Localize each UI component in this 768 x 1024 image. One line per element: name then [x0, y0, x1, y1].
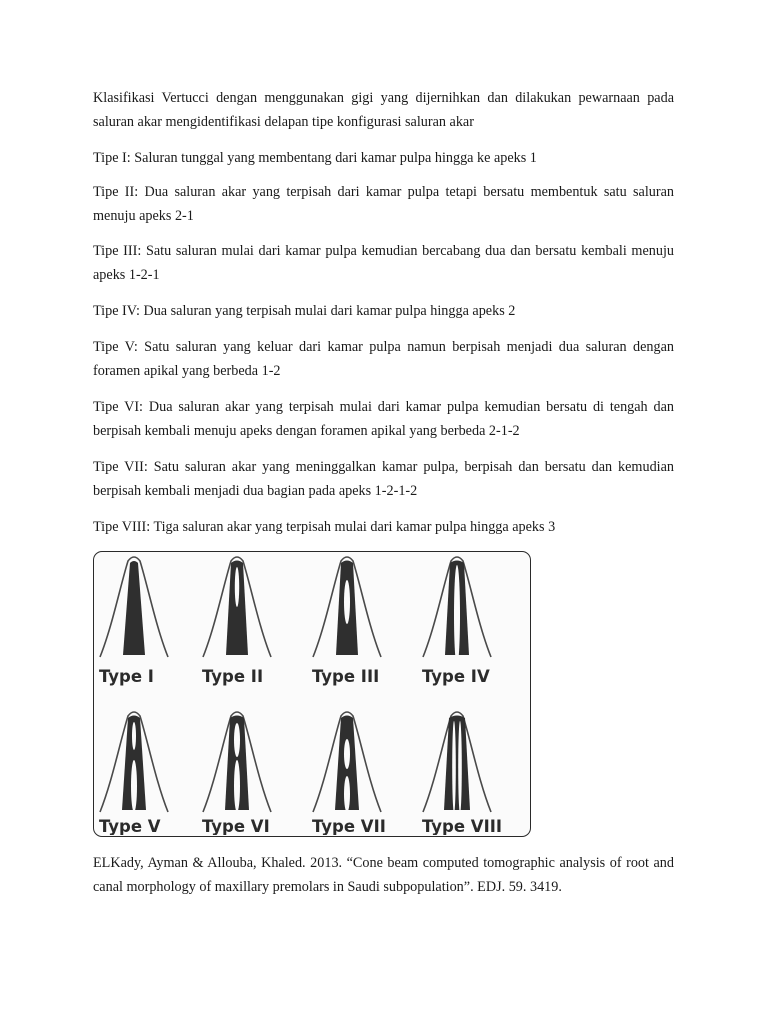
canal-split [458, 721, 462, 813]
canal-split [344, 580, 350, 624]
canal-split [344, 739, 350, 769]
type-label-8: Type VIII [422, 817, 502, 835]
root-sketch-8 [423, 712, 491, 813]
root-sketch-4 [423, 557, 491, 665]
type-label-2: Type II [202, 667, 264, 686]
root-canal [123, 561, 145, 655]
type-label-1: Type I [99, 667, 154, 686]
root-sketch-7 [313, 712, 381, 812]
root-sketch-5 [100, 712, 168, 812]
root-canal-diagram [94, 552, 529, 835]
root-sketch-3 [313, 557, 381, 657]
root-sketch-1 [100, 557, 168, 657]
type-4-paragraph: Tipe IV: Dua saluran yang terpisah mulai dari kamar pulpa hingga apeks 2 [93, 303, 516, 319]
type-label-4: Type IV [422, 667, 490, 686]
canal-split [131, 760, 137, 812]
type-1-paragraph: Tipe I: Saluran tunggal yang membentang dari kamar pulpa hingga ke apeks 1 [93, 150, 537, 166]
root-sketch-2 [203, 557, 271, 657]
type-8-paragraph: Tipe VIII: Tiga saluran akar yang terpisah mulai dari kamar pulpa hingga apeks 3 [93, 519, 556, 535]
type-label-5: Type V [99, 817, 161, 835]
type-label-3: Type III [312, 667, 380, 686]
canal-split [234, 760, 240, 812]
type-label-7: Type VII [312, 817, 386, 835]
intro-paragraph: Klasifikasi Vertucci dengan menggunakan gigi yang dijernihkan dan dilakukan pewarnaan pada saluran akar mengidentifikasi delapan tipe konfigurasi saluran akar [93, 90, 674, 130]
type-7-paragraph: Tipe VII: Satu saluran akar yang meninggalkan kamar pulpa, berpisah dan bersatu dan kemudian berpisah kembali menjadi dua bagian pada apeks 1-2-1-2 [93, 459, 674, 499]
root-sketch-6 [203, 712, 271, 812]
type-3-paragraph: Tipe III: Satu saluran mulai dari kamar pulpa kemudian bercabang dua dan bersatu kembali menuju apeks 1-2-1 [93, 243, 674, 283]
canal-split [344, 776, 350, 812]
canal-split [132, 722, 136, 750]
canal-split [454, 565, 460, 665]
canal-split [235, 567, 239, 607]
type-label-6: Type VI [202, 817, 270, 835]
type-5-paragraph: Tipe V: Satu saluran yang keluar dari kamar pulpa namun berpisah menjadi dua saluran dengan foramen apikal yang berbeda 1-2 [93, 339, 674, 379]
type-6-paragraph: Tipe VI: Dua saluran akar yang terpisah mulai dari kamar pulpa kemudian bersatu di tengah dan berpisah kembali menuju apeks dengan foramen apikal yang berbeda 2-1-2 [93, 399, 674, 439]
canal-split [234, 723, 240, 757]
vertucci-classification-figure [93, 551, 531, 837]
citation-paragraph: ELKady, Ayman & Allouba, Khaled. 2013. “Cone beam computed tomographic analysis of root and canal morphology of maxillary premolars in Saudi subpopulation”. EDJ. 59. 3419. [93, 855, 674, 895]
type-2-paragraph: Tipe II: Dua saluran akar yang terpisah dari kamar pulpa tetapi bersatu membentuk satu saluran menuju apeks 2-1 [93, 184, 674, 224]
canal-split [452, 721, 456, 813]
